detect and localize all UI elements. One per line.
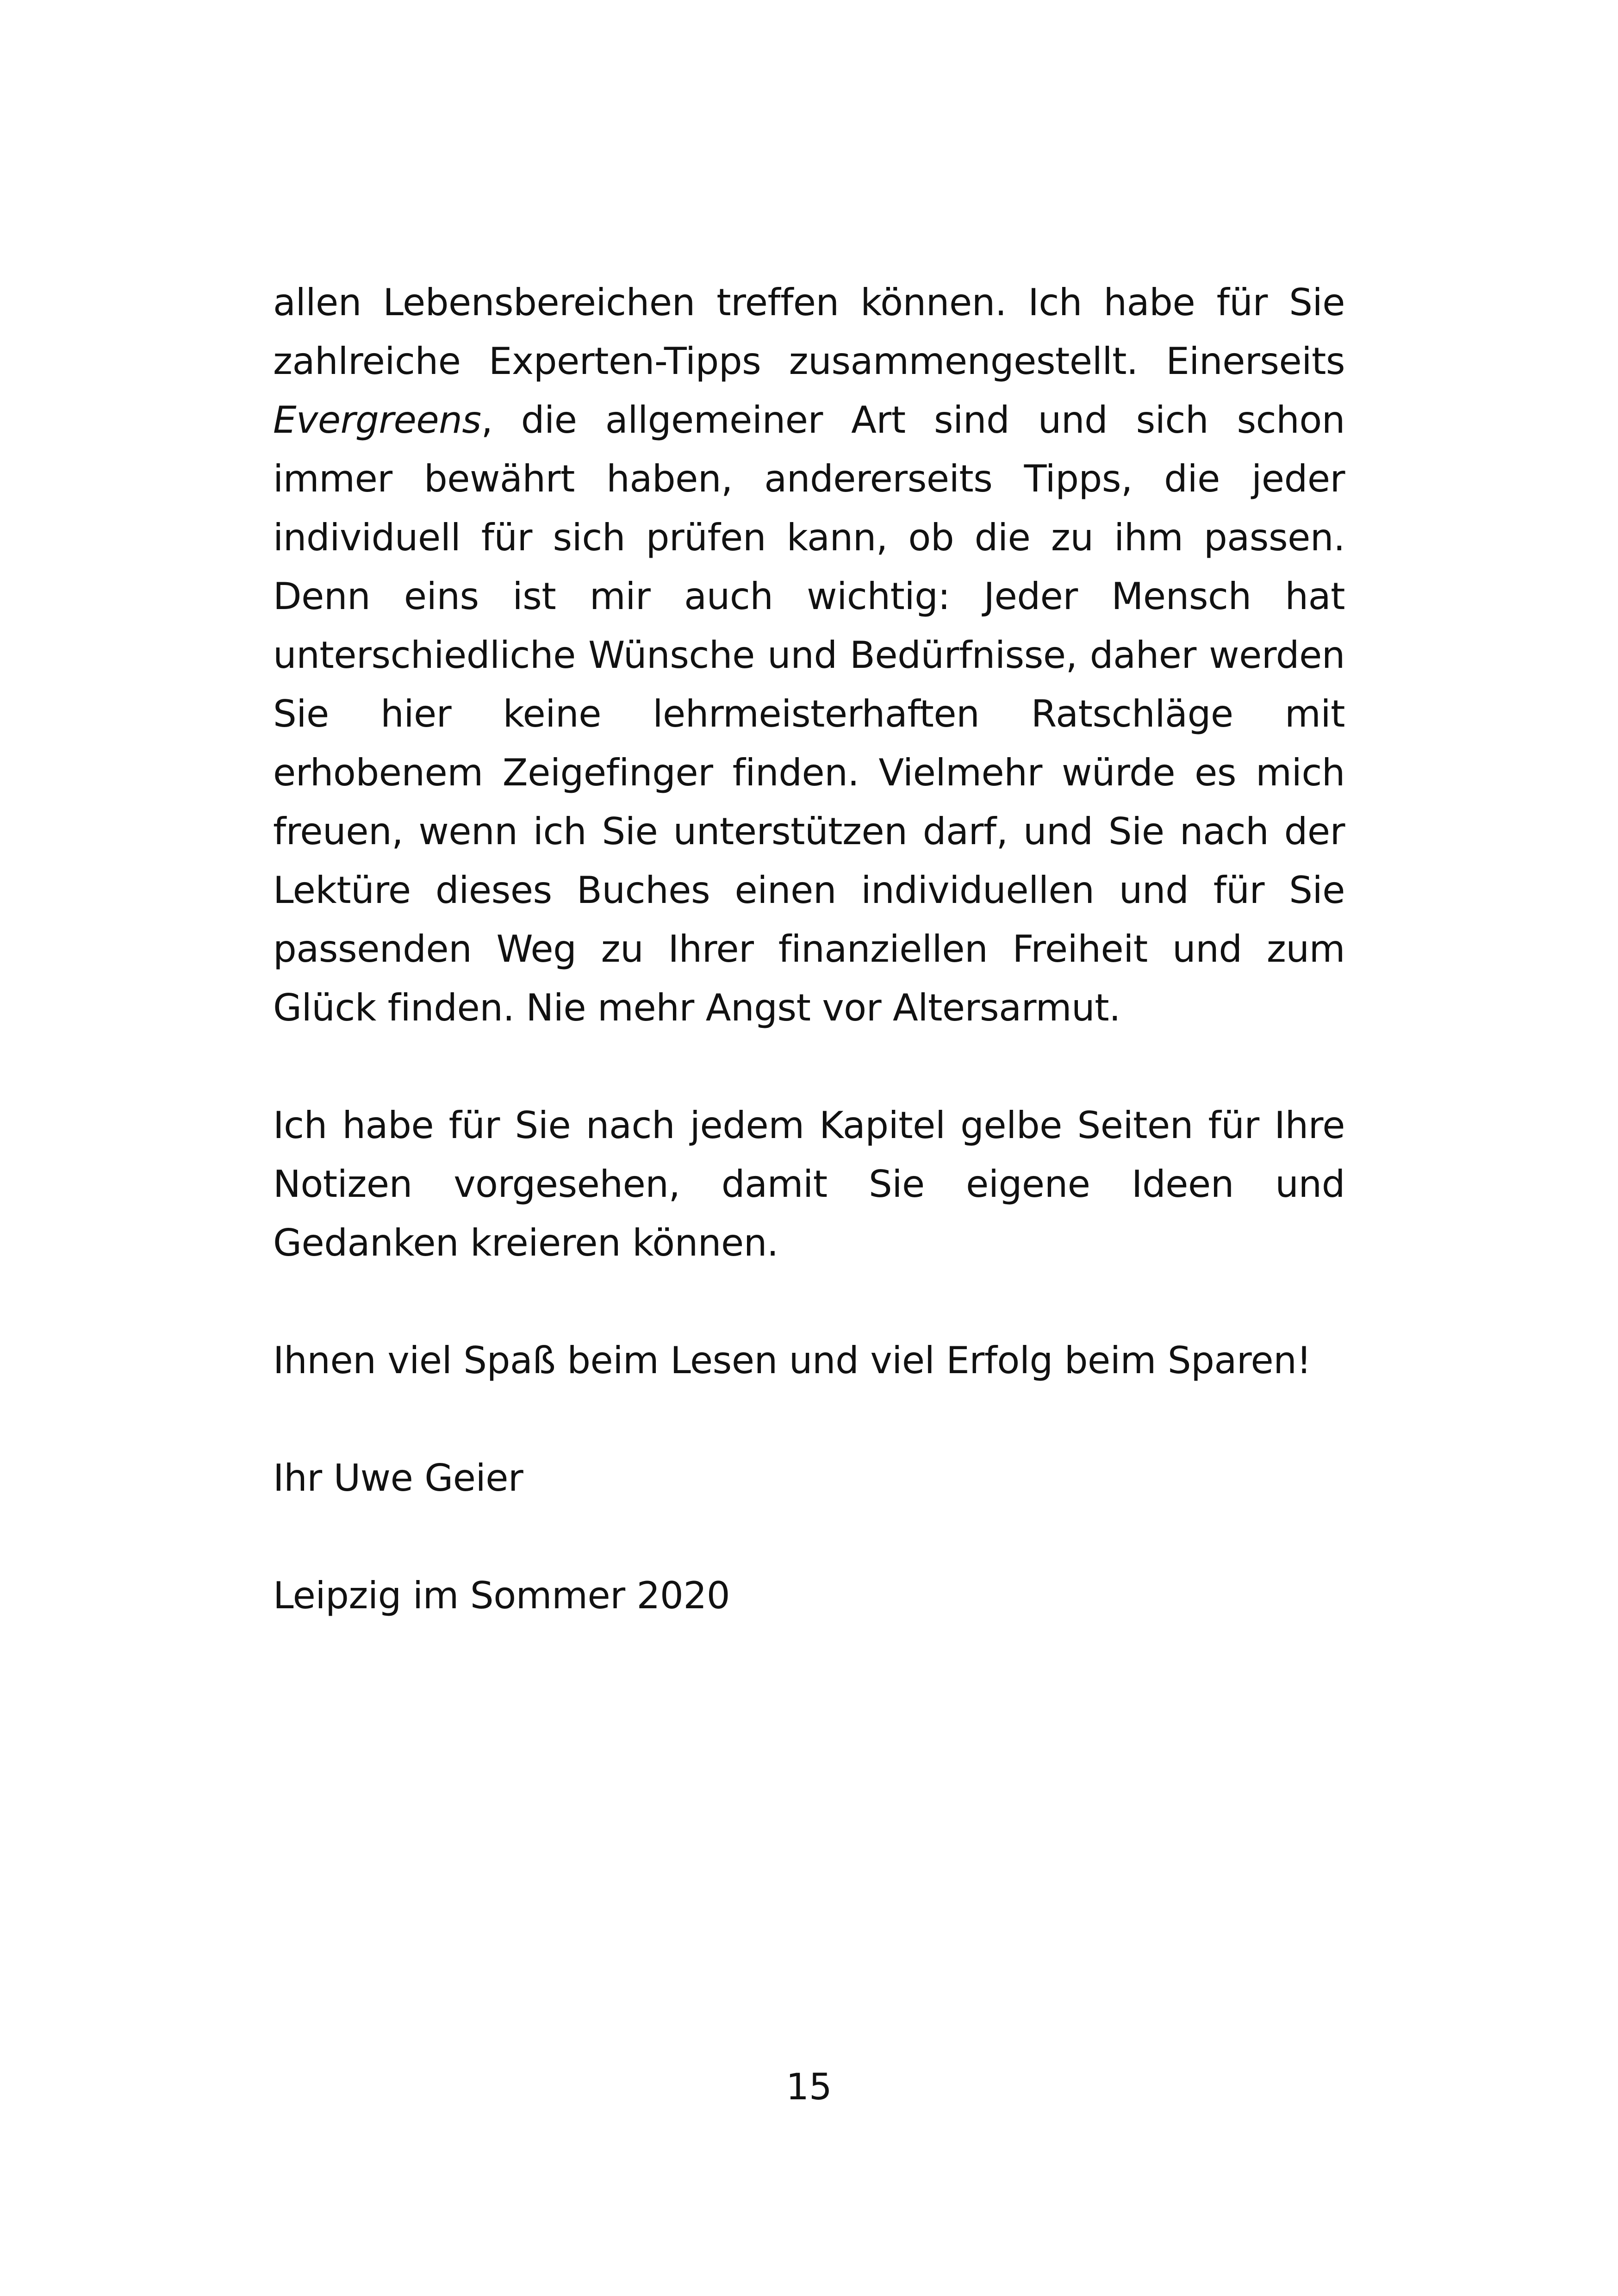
paragraph-wishes: Ihnen viel Spaß beim Lesen und viel Erfolg beim Sparen! [273,1339,1312,1382]
paragraph-intro-text-start: allen Lebensbereichen treffen können. Ich habe für Sie zahlreiche Experten-Tipps zusammengestellt. Einerseits [273,281,1345,383]
body-text [273,273,1345,1625]
place-and-date: Leipzig im Sommer 2020 [273,1574,730,1617]
paragraph-intro-text-end: , die allgemeiner Art sind und sich schon immer bewährt haben, andererseits Tipps, die jeder individuell für sich prüfen kann, ob die zu ihm passen. Denn eins ist mir auch wichtig: Jeder Mensch hat unterschiedliche Wünsche und Bedürfnisse, daher werden Sie hier keine lehrmeisterhaften Ratschläge mit erhobenem Zeigefinger finden. Vielmehr würde es mich freuen, wenn ich Sie unterstützen darf, und Sie nach der Lektüre dieses Buches einen individuellen und für Sie passenden Weg zu Ihrer finanziellen Freiheit und zum Glück finden. Nie mehr Angst vor Altersarmut. [273,398,1345,1029]
page-number: 15 [786,2066,832,2108]
italic-term-evergreens: Evergreens [273,398,481,442]
paragraph-intro [273,273,1345,1037]
paragraph-notes: Ich habe für Sie nach jedem Kapitel gelbe Seiten für Ihre Notizen vorgesehen, damit Sie eigene Ideen und Gedanken kreieren können. [273,1104,1345,1264]
signature: Ihr Uwe Geier [273,1456,523,1500]
